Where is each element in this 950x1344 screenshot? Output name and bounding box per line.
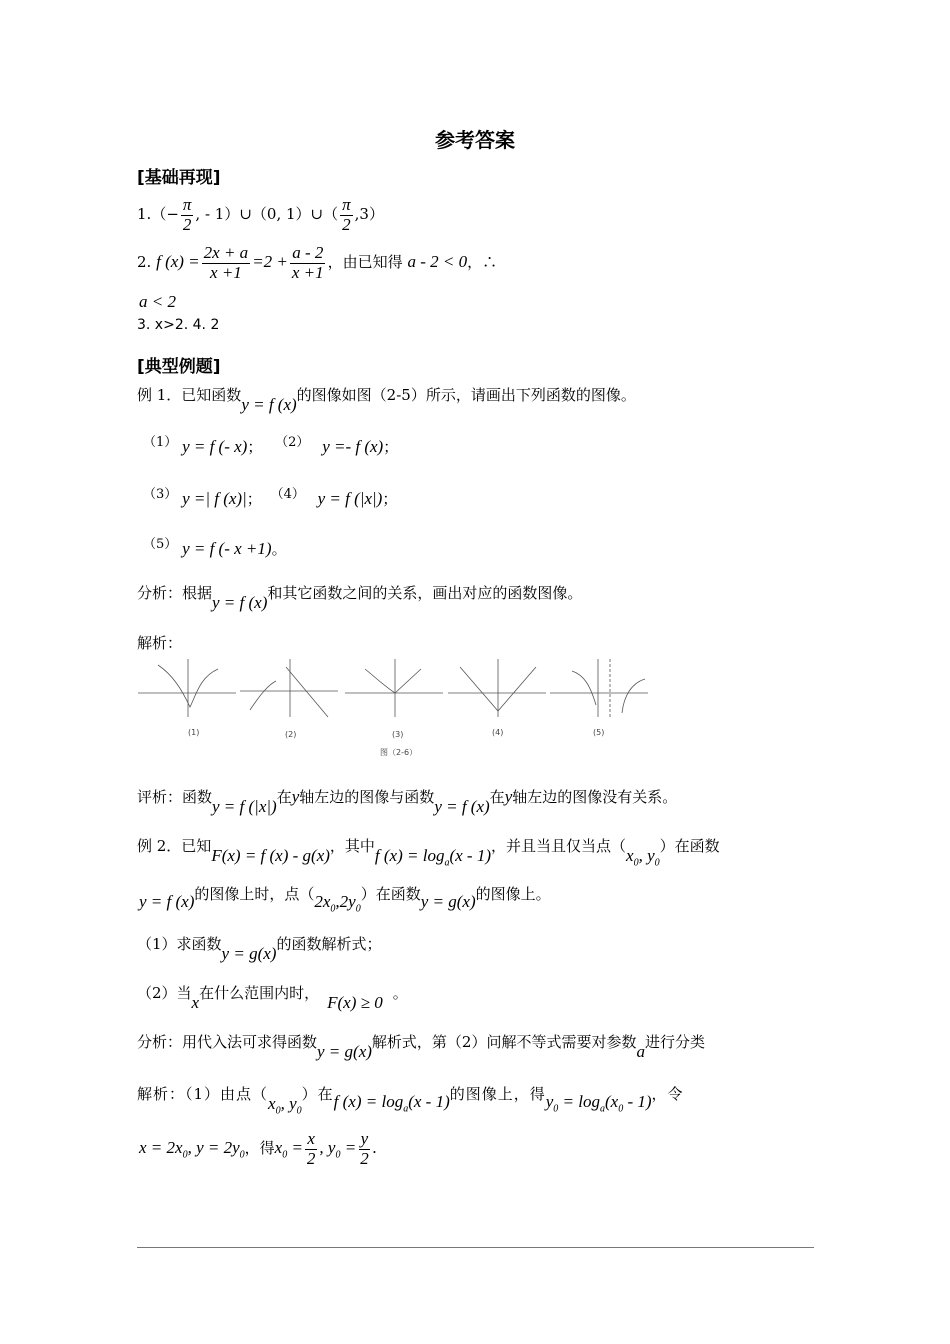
answer-2-result: a < 2: [139, 292, 176, 311]
example-2: 例 2．已知F(x) = f (x) - g(x)，其中f $(x) = \log_a(x - 1)$，并且当且仅当点（$x_0$, $y_0$）在函数: [137, 837, 720, 869]
analysis-2: 分析：用代入法可求得函数y = g(x)解析式，第（2）问解不等式需要对参数a进行分类: [137, 1033, 705, 1061]
analysis-1: 分析：根据y = f (x)和其它函数之间的关系，画出对应的函数图像。: [137, 584, 583, 612]
answer-3-4: 3. x>2. 4. 2: [137, 317, 220, 333]
figure-4: [448, 659, 546, 717]
example-1-items-1: （1） y = f (- x)； （2） y =- f (x)；: [143, 435, 399, 456]
solution-label: 解析：: [137, 634, 183, 652]
example-1-items-2: （3） y =| f (x)|； （4） y = f (|x|)；: [143, 487, 398, 508]
footer-rule: [137, 1247, 814, 1248]
solution-2: 解析：（1）由点（$x_0$, $y_0$）在f $(x) = \log_a(x - 1)$的图像上，得$y_0 = \log_a(x_0 - 1)$，令: [137, 1085, 684, 1117]
solution-figures: [130, 655, 660, 763]
figure-4-label: (4): [492, 728, 504, 737]
figure-3: [345, 659, 443, 717]
example-2-q2: （2）当x在什么范围内时， F(x) ≥ 0 。: [137, 984, 408, 1012]
figure-caption: 图（2-6）: [380, 748, 418, 757]
solution-2-line-2: $x = 2x_0$, $y = 2y_0$，得$x_0$ = $\frac{x}{2}$ , $y_0$ = $\frac{y}{2}$ .: [139, 1129, 377, 1168]
answer-2: 2. f (x) = $\frac{2x + a}{x +1}$ =2 + $\frac{a - 2}{x +1}$ ，由已知得 a - 2 < 0，∴: [137, 243, 498, 282]
example-1: 例 1．已知函数y = f (x)的图像如图（2-5）所示，请画出下列函数的图像。: [137, 386, 636, 414]
figure-5: [550, 659, 648, 717]
comment-1: 评析：函数y = f (|x|)在y轴左边的图像与函数y = f (x)在y轴左边的图像没有关系。: [137, 787, 678, 816]
figure-5-label: (5): [593, 728, 605, 737]
figure-1: [138, 659, 236, 717]
page-title: 参考答案: [435, 128, 515, 152]
example-1-items-3: （5） y = f (- x +1)。: [143, 537, 287, 558]
figure-3-label: (3): [392, 730, 404, 739]
section-basic: [基础再现]: [137, 168, 221, 188]
figure-1-label: (1): [188, 728, 200, 737]
example-2-line-2: y = f (x)的图像上时，点$(2x_0,2y_0)$在函数y = g(x)的图像上。: [139, 885, 551, 915]
example-2-q1: （1）求函数y = g(x)的函数解析式；: [137, 935, 382, 963]
figure-2-label: (2): [285, 730, 297, 739]
answer-1: 1.（− $\frac{\pi}{2}$ , - 1）∪（0, 1）∪（ $\frac{\pi}{2}$ ,3）: [137, 195, 384, 234]
section-examples: [典型例题]: [137, 357, 221, 377]
figure-2: [240, 659, 338, 717]
